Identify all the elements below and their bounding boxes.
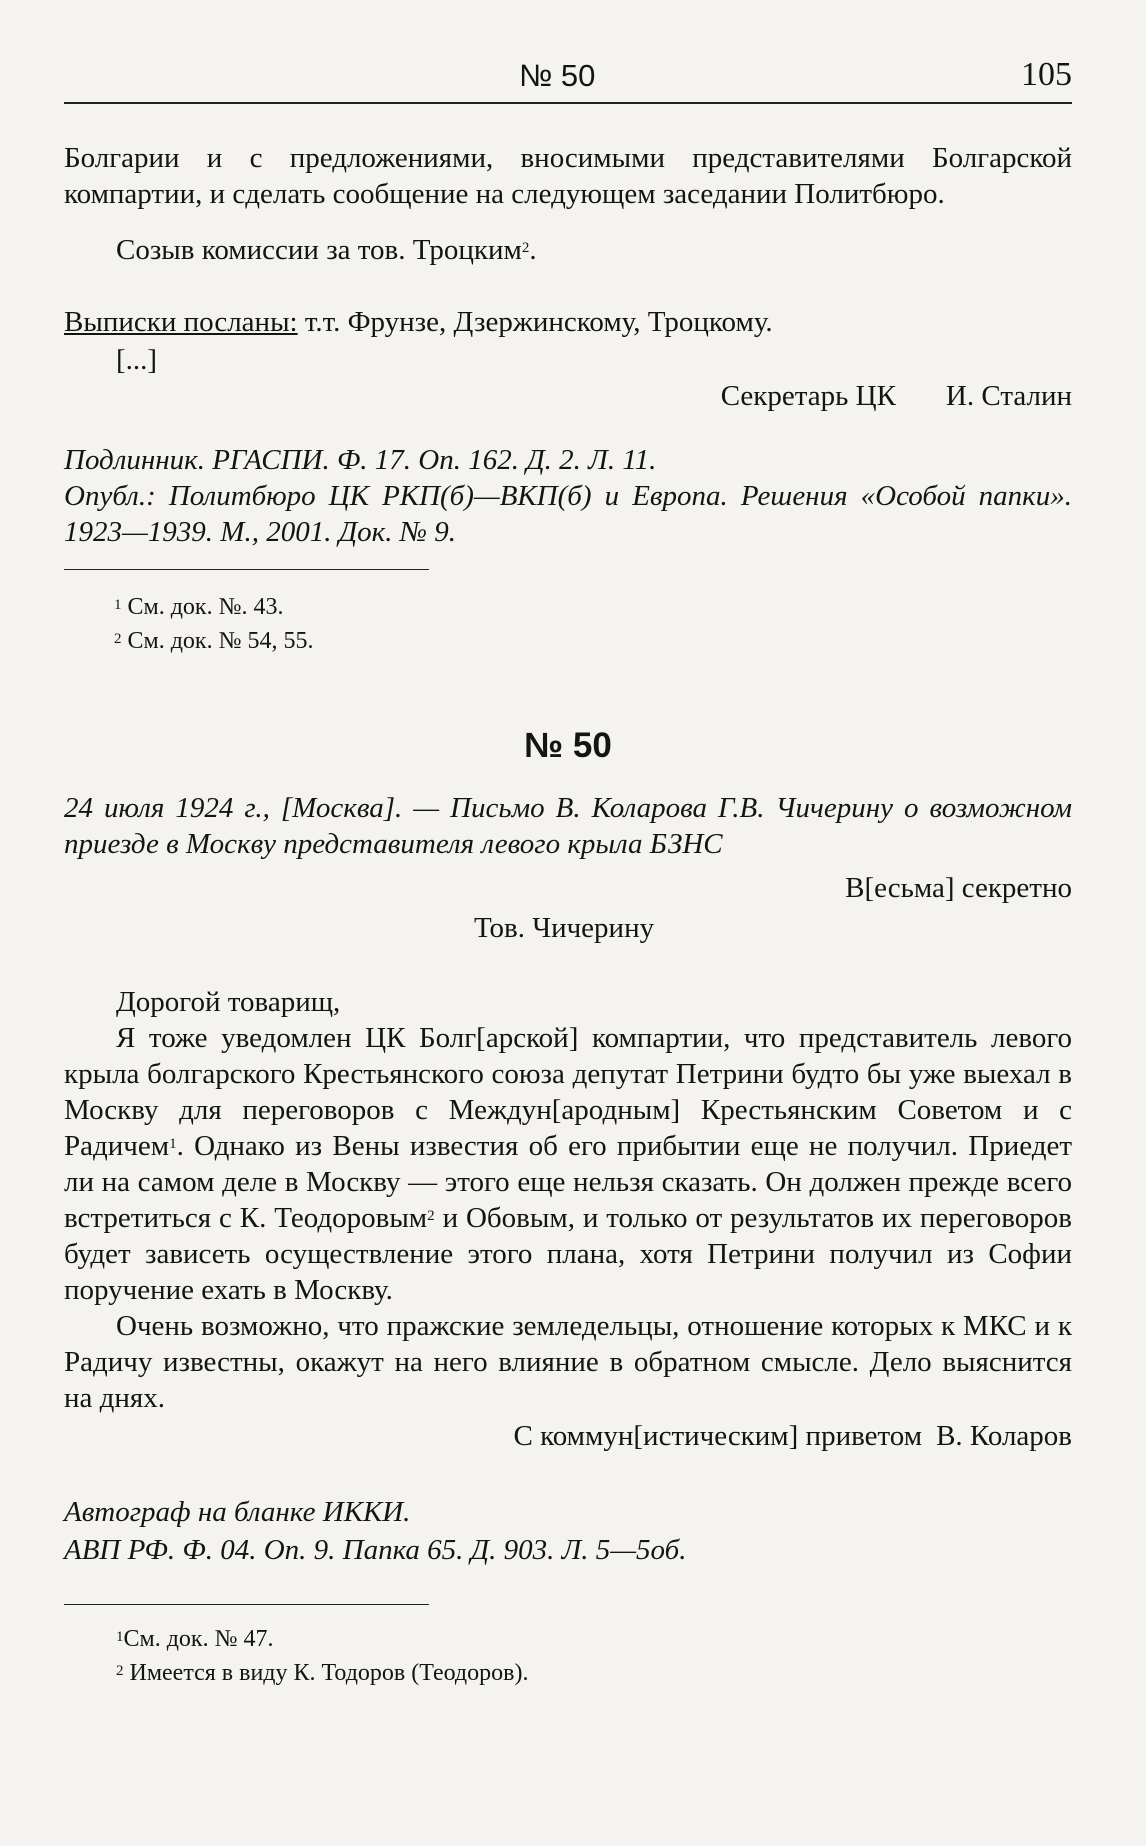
salutation: Дорогой товарищ,: [116, 986, 341, 1018]
prev-source-published: Опубл.: Политбюро ЦК РКП(б)—ВКП(б) и Европа. Решения «Особой папки». 1923—1939. М., 2001. Док. № 9.: [64, 480, 1072, 548]
prev-source-original: Подлинник. РГАСПИ. Ф. 17. Оп. 162. Д. 2. Л. 11.: [64, 444, 657, 476]
prev-paragraph-2: Созыв комиссии за тов. Троцким$^2$.: [116, 234, 537, 266]
document-number: № 50: [524, 726, 612, 765]
letter-paragraph-1: Я тоже уведомлен ЦК Болг[арской] компартии, что представитель левого крыла болгарского Крестьянского союза депутат Петрини будто бы уже выехал в Москву для переговоров с Междун[ародным] Крестьянским Советом и с Радичем$^1$. Однако из Вены известия об его прибытии еще не получил. Приедет ли на самом деле в Москву — этого еще нельзя сказать. Он должен прежде всего встретиться с К. Теодоровым$^2$ и Обовым, и только от результатов их переговоров будет зависеть осуществление этого плана, хотя Петрини получил из Софии поручение ехать в Москву.: [64, 1022, 1072, 1306]
signature: Секретарь ЦК И. Сталин: [720, 380, 1072, 412]
footnote-rule: [64, 1604, 429, 1605]
footnote-2: $^2$ Имеется в виду К. Тодоров (Теодоров).: [116, 1660, 529, 1686]
running-header: [64, 52, 1072, 104]
prev-footnote-2: $^2$ См. док. № 54, 55.: [114, 628, 314, 654]
page-number: 105: [1021, 56, 1072, 93]
extracts-line: Выписки посланы: т.т. Фрунзе, Дзержинскому, Троцкому.: [64, 306, 773, 338]
ellipsis: [...]: [116, 344, 158, 376]
source-archive: АВП РФ. Ф. 04. Оп. 9. Папка 65. Д. 903. Л. 5—5об.: [64, 1534, 687, 1566]
footnote-rule: [64, 569, 429, 570]
document-title: 24 июля 1924 г., [Москва]. — Письмо В. Коларова Г.В. Чичерину о возможном приезде в Москву представителя левого крыла БЗНС: [64, 792, 1072, 860]
footnote-ref: 2: [427, 1208, 435, 1224]
footnote-ref: 2: [521, 240, 530, 256]
letter-paragraph-2: Очень возможно, что пражские земледельцы, отношение которых к МКС и к Радичу известны, окажут на него влияние в обратном смысле. Дело выяснится на днях.: [64, 1310, 1072, 1414]
footnote-1: $^1$См. док. № 47.: [116, 1626, 274, 1652]
source-autograph: Автограф на бланке ИККИ.: [64, 1496, 411, 1528]
addressee: Тов. Чичерину: [474, 912, 655, 944]
extracts-label: Выписки посланы:: [64, 306, 298, 338]
prev-footnote-1: $^1$ См. док. №. 43.: [114, 594, 284, 620]
header-doc-number: № 50: [519, 58, 596, 93]
letter-closing: С коммун[истическим] приветом В. Коларов: [513, 1420, 1072, 1452]
prev-paragraph-1: Болгарии и с предложениями, вносимыми представителями Болгарской компартии, и сделать сообщение на следующем заседании Политбюро.: [64, 142, 1072, 210]
footnote-ref: 1: [169, 1136, 177, 1152]
classification: В[есьма] секретно: [845, 872, 1072, 904]
